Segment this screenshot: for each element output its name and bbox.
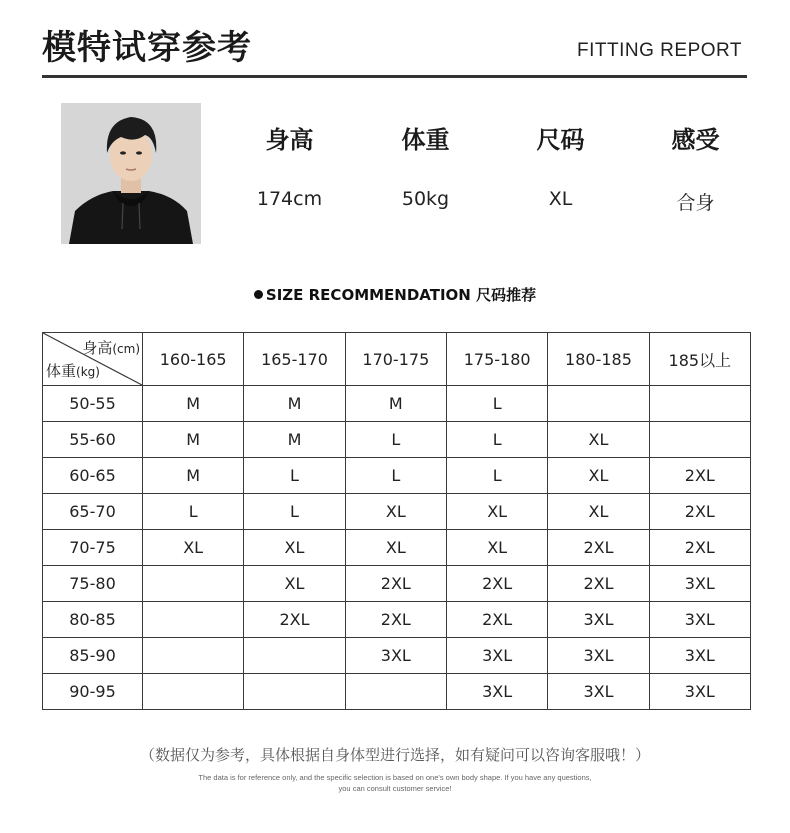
size-cell: M [244, 422, 345, 458]
footer-note-en-line: you can consult customer service! [338, 784, 452, 793]
stat-value: 174cm [256, 188, 323, 210]
size-cell: XL [244, 530, 345, 566]
size-cell: XL [446, 494, 547, 530]
height-range-header: 165-170 [244, 333, 345, 386]
size-cell [649, 386, 750, 422]
size-cell: 2XL [649, 458, 750, 494]
stat-size [493, 120, 628, 210]
stat-label: 体重 [401, 126, 450, 154]
size-cell [143, 638, 244, 674]
stat-label: 身高 [265, 126, 314, 154]
weight-range-cell: 60-65 [43, 458, 143, 494]
size-cell [143, 674, 244, 710]
size-cell: 3XL [649, 566, 750, 602]
size-cell: XL [446, 530, 547, 566]
size-cell: 3XL [446, 638, 547, 674]
footer-note-en-line: The data is for reference only, and the specific selection is based on one's own body shape. If you have any questions, [198, 773, 592, 782]
size-cell: 2XL [345, 566, 446, 602]
stat-label: 尺码 [536, 126, 585, 154]
bullet-icon [254, 290, 263, 299]
stat-height [222, 120, 357, 210]
size-cell: 2XL [345, 602, 446, 638]
size-cell: L [244, 458, 345, 494]
size-cell: 3XL [345, 638, 446, 674]
weight-range-cell: 50-55 [43, 386, 143, 422]
size-cell: 2XL [446, 566, 547, 602]
height-range-header: 170-175 [345, 333, 446, 386]
table-row [43, 458, 751, 494]
table-row [43, 638, 751, 674]
size-cell [143, 566, 244, 602]
size-cell [244, 638, 345, 674]
size-cell: XL [548, 422, 649, 458]
size-cell: XL [345, 494, 446, 530]
stat-value: XL [548, 188, 573, 210]
weight-range-cell: 85-90 [43, 638, 143, 674]
size-cell [345, 674, 446, 710]
size-cell: M [143, 386, 244, 422]
size-cell: 2XL [649, 494, 750, 530]
height-range-header: 185以上 [649, 333, 750, 386]
table-row [43, 386, 751, 422]
size-cell [244, 674, 345, 710]
footer-note-en [0, 772, 790, 794]
size-cell: L [446, 386, 547, 422]
footer-note: （数据仅为参考，具体根据自身体型进行选择，如有疑问可以咨询客服哦！） [139, 746, 650, 764]
size-cell [649, 422, 750, 458]
table-corner-cell [43, 333, 143, 386]
size-cell: M [345, 386, 446, 422]
size-table [42, 332, 751, 710]
size-cell: 3XL [649, 602, 750, 638]
size-cell: 3XL [446, 674, 547, 710]
corner-height-label: 身高(cm) [82, 339, 140, 357]
size-cell: 2XL [649, 530, 750, 566]
stat-value: 合身 [676, 192, 715, 214]
table-row [43, 566, 751, 602]
weight-range-cell: 55-60 [43, 422, 143, 458]
weight-range-cell: 65-70 [43, 494, 143, 530]
size-cell: 2XL [244, 602, 345, 638]
size-cell: L [143, 494, 244, 530]
height-range-header: 180-185 [548, 333, 649, 386]
table-row [43, 422, 751, 458]
weight-range-cell: 70-75 [43, 530, 143, 566]
stat-label: 感受 [671, 126, 720, 154]
size-cell: 2XL [548, 530, 649, 566]
table-row [43, 494, 751, 530]
size-cell: 2XL [446, 602, 547, 638]
size-cell: XL [548, 458, 649, 494]
size-cell: L [345, 458, 446, 494]
table-row [43, 530, 751, 566]
size-cell: 3XL [649, 674, 750, 710]
size-cell: 3XL [548, 638, 649, 674]
stat-feel [628, 120, 763, 215]
size-cell: 3XL [548, 674, 649, 710]
size-cell [143, 602, 244, 638]
size-cell: L [244, 494, 345, 530]
height-range-header: 175-180 [446, 333, 547, 386]
corner-weight-label: 体重(kg) [46, 362, 100, 380]
section-title-text: SIZE RECOMMENDATION 尺码推荐 [265, 286, 537, 304]
table-header-row [43, 333, 751, 386]
size-cell: M [143, 458, 244, 494]
size-cell [548, 386, 649, 422]
table-row [43, 674, 751, 710]
size-cell: XL [345, 530, 446, 566]
table-row [43, 602, 751, 638]
size-cell: XL [244, 566, 345, 602]
size-cell: L [446, 458, 547, 494]
size-cell: 2XL [548, 566, 649, 602]
model-photo [61, 103, 201, 244]
stat-weight [358, 120, 493, 210]
size-cell: M [143, 422, 244, 458]
weight-range-cell: 80-85 [43, 602, 143, 638]
page-subtitle: FITTING REPORT [577, 40, 742, 61]
size-cell: 3XL [548, 602, 649, 638]
size-cell: XL [143, 530, 244, 566]
size-cell: L [345, 422, 446, 458]
size-cell: M [244, 386, 345, 422]
size-cell: XL [548, 494, 649, 530]
size-cell: L [446, 422, 547, 458]
title-divider [42, 75, 747, 78]
weight-range-cell: 75-80 [43, 566, 143, 602]
stat-value: 50kg [401, 188, 450, 210]
weight-range-cell: 90-95 [43, 674, 143, 710]
section-title [0, 284, 790, 305]
page-title: 模特试穿参考 [42, 28, 252, 68]
height-range-header: 160-165 [143, 333, 244, 386]
size-cell: 3XL [649, 638, 750, 674]
